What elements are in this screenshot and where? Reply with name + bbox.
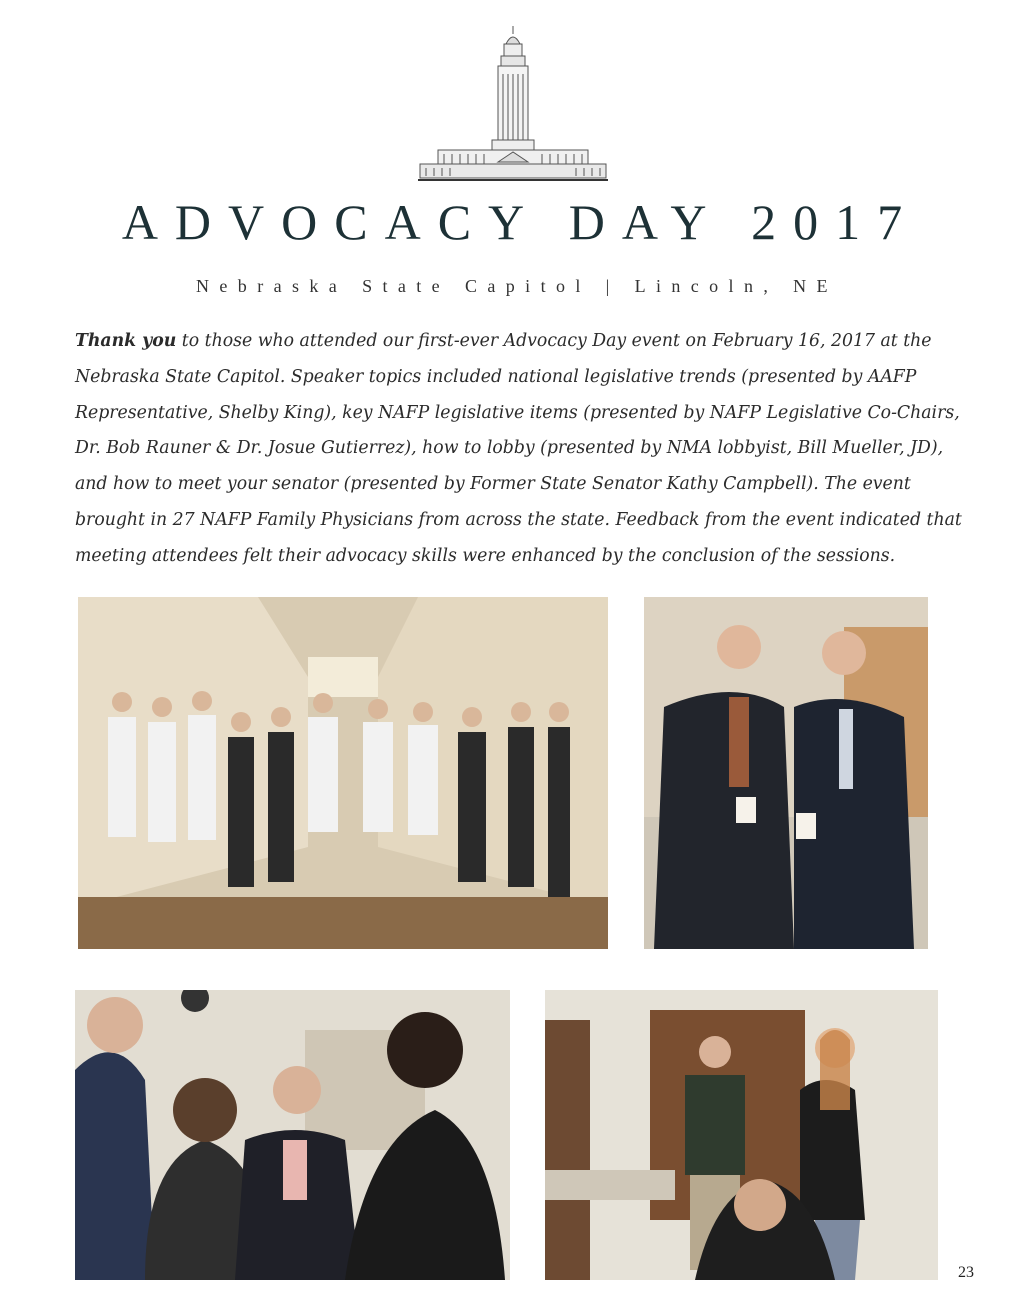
capitol-illustration [418,22,608,186]
pair-photo [644,597,928,949]
intro-paragraph [75,324,970,575]
intro-lead: Thank you [75,331,177,351]
page-subtitle: Nebraska State Capitol | Lincoln, NE [196,276,838,296]
meeting-room-photo [545,990,938,1280]
intro-text: to those who attended our first-ever Advocacy Day event on February 16, 2017 at the Nebraska State Capitol. Speaker topics included national legislative trends (presented by AAFP Representative, Shelby King), key NAFP legislative items (presented by NAFP Legislative Co-Chairs, Dr. Bob Rauner & Dr. Josue Gutierrez), how to lobby (presented by NMA lobbyist, Bill Mueller, JD), and how to meet your senator (presented by Former State Senator Kathy Campbell). The event brought in 27 NAFP Family Physicians from across the state. Feedback from the event indicated that meeting attendees felt their advocacy skills were enhanced by the conclusion of the sessions. [75,331,962,566]
conversation-photo [75,990,510,1280]
page-title: ADVOCACY DAY 2017 [121,194,920,250]
page-number: 23 [958,1264,974,1281]
group-photo [78,597,608,949]
